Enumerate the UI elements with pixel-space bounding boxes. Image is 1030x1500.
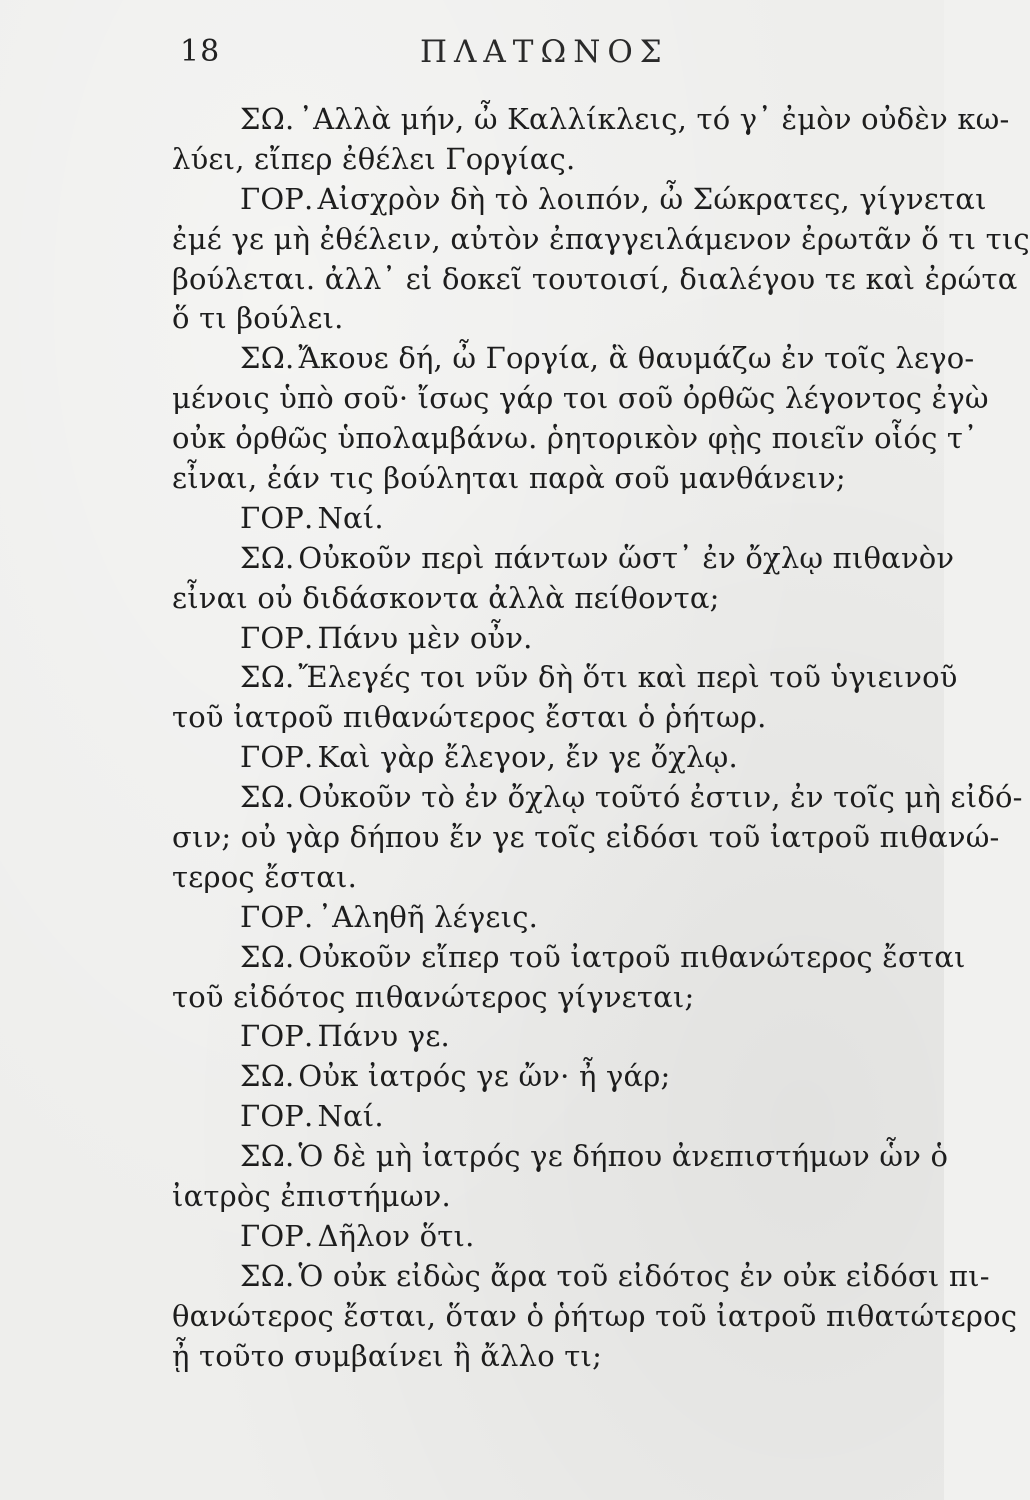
line-text: ἐμέ γε μὴ ἐθέλειν, αὐτὸν ἐπαγγειλάμενον ἐρωτᾶν ὅ τι τις [172, 221, 1030, 256]
text-line [172, 1137, 949, 1177]
line-text: μένοις ὑπὸ σοῦ· ἴσως γάρ τοι σοῦ ὀρθῶς λέγοντος ἐγὼ [172, 381, 989, 416]
text-line [172, 459, 936, 499]
text-line [172, 419, 978, 459]
line-text: τερος ἔσται. [172, 859, 358, 894]
line-text: τοῦ ἰατροῦ πιθανώτερος ἔσται ὁ ῥήτωρ. [172, 700, 767, 735]
line-text: Ὁ οὐκ εἰδὼς ἄρα τοῦ εἰδότος ἐν οὐκ εἰδόσι πι- [298, 1258, 990, 1293]
text-line [172, 1337, 936, 1377]
line-text: Δῆλον ὅτι. [317, 1218, 475, 1253]
line-text: σιν; οὐ γὰρ δήπου ἔν γε τοῖς εἰδόσι τοῦ ἰατροῦ πιθανώ- [172, 820, 1000, 855]
text-line [172, 619, 936, 659]
page-number: 18 [180, 34, 221, 69]
speaker-label: ΣΩ. [240, 1139, 295, 1174]
text-line [172, 260, 1018, 300]
speaker-label: ΓΟΡ. [240, 740, 314, 775]
speaker-label: ΓΟΡ. [240, 620, 314, 655]
speaker-label: ΣΩ. [240, 1258, 295, 1293]
line-text: Οὐκοῦν τὸ ἐν ὄχλῳ τοῦτό ἐστιν, ἐν τοῖς μὴ εἰδό- [298, 780, 1023, 815]
line-text: ᾽Αλλὰ μήν, ὦ Καλλίκλεις, τό γ᾽ ἐμὸν οὐδὲν κω- [298, 102, 1010, 136]
text-line [172, 180, 987, 220]
text-line [172, 379, 989, 419]
text-line [172, 299, 936, 339]
text-line [172, 579, 936, 619]
text-line [172, 858, 936, 898]
text-line [172, 1177, 936, 1217]
line-text: ᾖ τοῦτο συμβαίνει ἢ ἄλλο τι; [172, 1338, 603, 1373]
line-text: οὐκ ὀρθῶς ὑπολαμβάνω. ῥητορικὸν φῂς ποιεῖν οἷός τ᾽ [172, 421, 978, 456]
speaker-label: ΣΩ. [240, 939, 295, 974]
line-text: Ἔλεγές τοι νῦν δὴ ὅτι καὶ περὶ τοῦ ὑγιεινοῦ [298, 660, 958, 695]
text-line [172, 778, 1023, 818]
line-text: Ἄκουε δή, ὦ Γοργία, ἃ θαυμάζω ἐν τοῖς λεγο- [298, 341, 975, 376]
text-line [172, 339, 975, 379]
line-text: Ναί. [317, 500, 384, 535]
line-text: εἶναι οὐ διδάσκοντα ἀλλὰ πείθοντα; [172, 580, 720, 615]
speaker-label: ΣΩ. [240, 102, 295, 136]
text-line [172, 1097, 936, 1137]
text-line [172, 938, 966, 978]
text-line [172, 539, 955, 579]
line-text: τοῦ εἰδότος πιθανώτερος γίγνεται; [172, 979, 695, 1014]
text-line [172, 1057, 936, 1097]
line-text: Πάνυ μὲν οὖν. [317, 620, 533, 655]
line-text: λύει, εἴπερ ἐθέλει Γοργίας. [172, 141, 576, 176]
speaker-label: ΣΩ. [240, 660, 295, 695]
speaker-label: ΓΟΡ. [240, 500, 314, 535]
text-line [172, 1297, 1018, 1337]
line-text: ᾽Αληθῆ λέγεις. [317, 899, 539, 934]
text-line [172, 978, 936, 1018]
line-text: Αἰσχρὸν δὴ τὸ λοιπόν, ὦ Σώκρατες, γίγνεται [317, 181, 987, 216]
speaker-label: ΣΩ. [240, 1059, 295, 1094]
line-text: θανώτερος ἔσται, ὅταν ὁ ῥήτωρ τοῦ ἰατροῦ πιθατώτερος [172, 1298, 1018, 1333]
line-text: ὅ τι βούλει. [172, 301, 344, 336]
text-line [172, 220, 1030, 260]
speaker-label: ΣΩ. [240, 341, 295, 376]
text-line [172, 1257, 990, 1297]
running-title: ΠΛΑΤΩΝΟΣ [420, 34, 669, 70]
line-text: Πάνυ γε. [317, 1019, 450, 1054]
line-text: Οὐκοῦν εἴπερ τοῦ ἰατροῦ πιθανώτερος ἔσται [298, 939, 966, 974]
text-line [172, 698, 936, 738]
text-line [172, 1217, 936, 1257]
text-line [172, 898, 936, 938]
line-text: Οὐκ ἰατρός γε ὤν· ἦ γάρ; [298, 1059, 671, 1094]
text-line [172, 1017, 936, 1057]
running-head [0, 30, 944, 80]
speaker-label: ΓΟΡ. [240, 181, 314, 216]
text-line [172, 140, 936, 180]
speaker-label: ΣΩ. [240, 540, 295, 575]
line-text: εἶναι, ἐάν τις βούληται παρὰ σοῦ μανθάνειν; [172, 461, 846, 496]
speaker-label: ΓΟΡ. [240, 899, 314, 934]
line-text: Ναί. [317, 1099, 384, 1134]
line-text: βούλεται. ἀλλ᾽ εἰ δοκεῖ τουτοισί, διαλέγου τε καὶ ἐρώτα [172, 261, 1018, 296]
line-text: Οὐκοῦν περὶ πάντων ὥστ᾽ ἐν ὄχλῳ πιθανὸν [298, 540, 955, 575]
line-text: ἰατρὸς ἐπιστήμων. [172, 1179, 451, 1214]
line-text: Καὶ γὰρ ἔλεγον, ἔν γε ὄχλῳ. [317, 740, 738, 775]
speaker-label: ΣΩ. [240, 780, 295, 815]
speaker-label: ΓΟΡ. [240, 1019, 314, 1054]
speaker-label: ΓΟΡ. [240, 1218, 314, 1253]
speaker-label: ΓΟΡ. [240, 1099, 314, 1134]
text-line [172, 658, 958, 698]
line-text: Ὁ δὲ μὴ ἰατρός γε δήπου ἀνεπιστήμων ὧν ὁ [298, 1139, 949, 1174]
dialogue-text [172, 100, 1030, 1377]
text-line [172, 100, 1010, 140]
text-line [172, 499, 936, 539]
text-line [172, 738, 936, 778]
text-line [172, 818, 1000, 858]
